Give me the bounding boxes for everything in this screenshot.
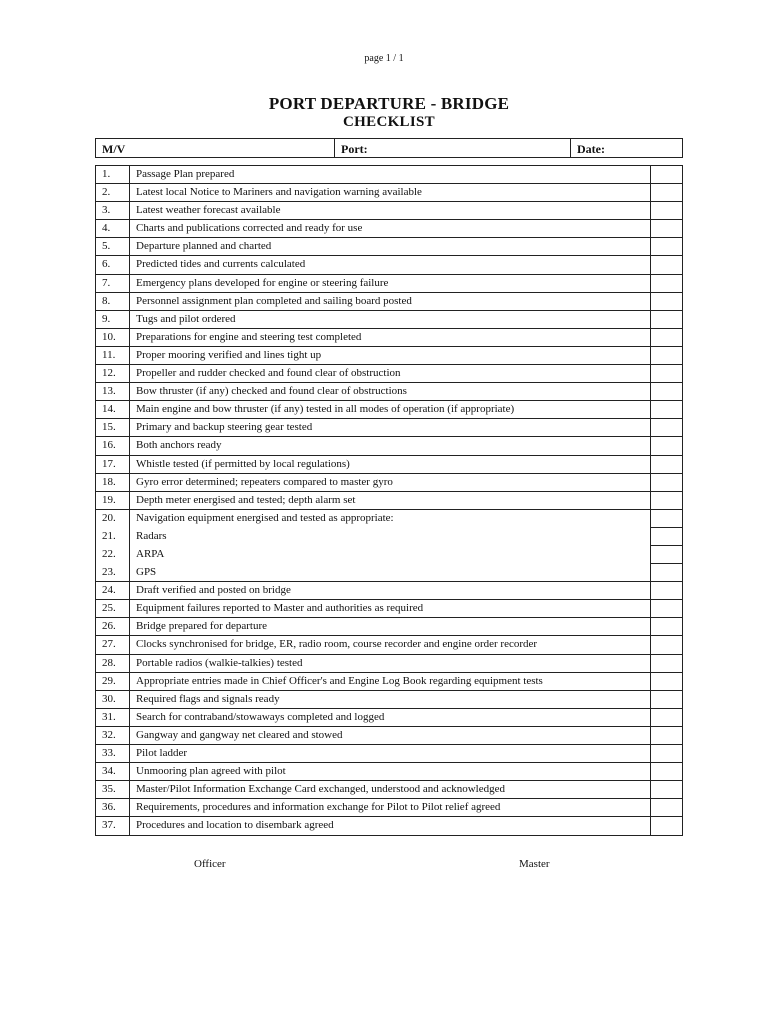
checklist-row	[96, 781, 682, 799]
item-text: Predicted tides and currents calculated	[130, 256, 651, 273]
item-checkbox[interactable]	[651, 636, 682, 653]
item-checkbox[interactable]	[651, 528, 682, 546]
officer-signature-label: Officer	[194, 858, 226, 870]
item-text: Equipment failures reported to Master and authorities as required	[130, 600, 651, 617]
checklist-row	[96, 347, 682, 365]
item-checkbox[interactable]	[651, 383, 682, 400]
item-text: Propeller and rudder checked and found clear of obstruction	[130, 365, 651, 382]
item-number: 7.	[96, 275, 130, 292]
master-signature-label: Master	[519, 858, 550, 870]
checklist-row	[96, 383, 682, 401]
port-field[interactable]: Port:	[334, 139, 570, 157]
item-number: 15.	[96, 419, 130, 436]
item-text: Portable radios (walkie-talkies) tested	[130, 655, 651, 672]
item-text: Required flags and signals ready	[130, 691, 651, 708]
item-number: 32.	[96, 727, 130, 744]
date-field[interactable]: Date:	[570, 139, 682, 157]
item-checkbox[interactable]	[651, 510, 682, 528]
item-checkbox[interactable]	[651, 202, 682, 219]
item-checkbox[interactable]	[651, 419, 682, 436]
item-number: 1.	[96, 166, 130, 183]
checklist-row	[96, 709, 682, 727]
mv-field[interactable]: M/V	[102, 142, 126, 156]
item-checkbox[interactable]	[651, 673, 682, 690]
item-number: 5.	[96, 238, 130, 255]
item-checkbox[interactable]	[651, 727, 682, 744]
item-number: 35.	[96, 781, 130, 798]
item-checkbox[interactable]	[651, 311, 682, 328]
item-checkbox[interactable]	[651, 365, 682, 382]
item-number: 20.	[96, 510, 130, 528]
item-number: 37.	[96, 817, 130, 835]
item-number: 13.	[96, 383, 130, 400]
item-number: 31.	[96, 709, 130, 726]
item-checkbox[interactable]	[651, 437, 682, 454]
item-text: Appropriate entries made in Chief Officer's and Engine Log Book regarding equipment tests	[130, 673, 651, 690]
item-checkbox[interactable]	[651, 564, 682, 581]
item-text: Passage Plan prepared	[130, 166, 651, 183]
checklist-row	[96, 655, 682, 673]
item-checkbox[interactable]	[651, 293, 682, 310]
item-checkbox[interactable]	[651, 456, 682, 473]
item-checkbox[interactable]	[651, 546, 682, 564]
item-checkbox[interactable]	[651, 492, 682, 509]
checklist-row	[96, 510, 682, 528]
checklist-row	[96, 492, 682, 510]
item-text: Clocks synchronised for bridge, ER, radio room, course recorder and engine order recorder	[130, 636, 651, 653]
item-checkbox[interactable]	[651, 582, 682, 599]
item-number: 22.	[96, 546, 130, 564]
item-number: 28.	[96, 655, 130, 672]
item-number: 17.	[96, 456, 130, 473]
checklist-row	[96, 673, 682, 691]
item-text: Requirements, procedures and information exchange for Pilot to Pilot relief agreed	[130, 799, 651, 816]
checklist-row	[96, 636, 682, 654]
item-text: Tugs and pilot ordered	[130, 311, 651, 328]
item-number: 29.	[96, 673, 130, 690]
item-number: 14.	[96, 401, 130, 418]
item-number: 11.	[96, 347, 130, 364]
item-text: Draft verified and posted on bridge	[130, 582, 651, 599]
checklist-table	[95, 165, 683, 836]
vessel-header-table	[95, 138, 683, 158]
item-number: 24.	[96, 582, 130, 599]
item-number: 33.	[96, 745, 130, 762]
item-checkbox[interactable]	[651, 256, 682, 273]
item-checkbox[interactable]	[651, 347, 682, 364]
checklist-row	[96, 275, 682, 293]
item-number: 27.	[96, 636, 130, 653]
item-checkbox[interactable]	[651, 655, 682, 672]
item-checkbox[interactable]	[651, 329, 682, 346]
checklist-row	[96, 256, 682, 274]
item-text: Master/Pilot Information Exchange Card exchanged, understood and acknowledged	[130, 781, 651, 798]
item-text: Primary and backup steering gear tested	[130, 419, 651, 436]
checklist-row	[96, 401, 682, 419]
item-text: Search for contraband/stowaways completed and logged	[130, 709, 651, 726]
item-text: Personnel assignment plan completed and sailing board posted	[130, 293, 651, 310]
item-number: 19.	[96, 492, 130, 509]
checklist-row	[96, 238, 682, 256]
checklist-row	[96, 727, 682, 745]
item-number: 6.	[96, 256, 130, 273]
item-text: Procedures and location to disembark agreed	[130, 817, 651, 835]
item-number: 4.	[96, 220, 130, 237]
checklist-row	[96, 220, 682, 238]
item-text: Latest local Notice to Mariners and navigation warning available	[130, 184, 651, 201]
checklist-row	[96, 365, 682, 383]
item-text: Bow thruster (if any) checked and found clear of obstructions	[130, 383, 651, 400]
item-text: ARPA	[130, 546, 651, 564]
item-number: 36.	[96, 799, 130, 816]
item-text: Latest weather forecast available	[130, 202, 651, 219]
item-checkbox[interactable]	[651, 691, 682, 708]
checklist-row	[96, 329, 682, 347]
checklist-row	[96, 546, 682, 564]
item-text: GPS	[130, 564, 651, 581]
item-checkbox[interactable]	[651, 275, 682, 292]
item-text: Charts and publications corrected and ready for use	[130, 220, 651, 237]
checklist-row	[96, 528, 682, 546]
item-number: 2.	[96, 184, 130, 201]
item-checkbox[interactable]	[651, 401, 682, 418]
item-number: 10.	[96, 329, 130, 346]
item-checkbox[interactable]	[651, 799, 682, 816]
item-text: Whistle tested (if permitted by local regulations)	[130, 456, 651, 473]
item-checkbox[interactable]	[651, 817, 682, 835]
item-number: 34.	[96, 763, 130, 780]
item-number: 16.	[96, 437, 130, 454]
item-text: Gangway and gangway net cleared and stowed	[130, 727, 651, 744]
checklist-row	[96, 166, 682, 184]
checklist-row	[96, 202, 682, 220]
item-text: Depth meter energised and tested; depth alarm set	[130, 492, 651, 509]
item-text: Radars	[130, 528, 651, 546]
item-number: 18.	[96, 474, 130, 491]
checklist-row	[96, 184, 682, 202]
item-text: Both anchors ready	[130, 437, 651, 454]
checklist-row	[96, 419, 682, 437]
item-text: Preparations for engine and steering test completed	[130, 329, 651, 346]
item-checkbox[interactable]	[651, 709, 682, 726]
item-text: Pilot ladder	[130, 745, 651, 762]
checklist-row	[96, 618, 682, 636]
document-title: PORT DEPARTURE - BRIDGE	[268, 94, 510, 113]
document-subtitle: CHECKLIST	[343, 114, 435, 130]
item-number: 23.	[96, 564, 130, 581]
item-checkbox[interactable]	[651, 763, 682, 780]
item-number: 21.	[96, 528, 130, 546]
checklist-row	[96, 437, 682, 455]
item-checkbox[interactable]	[651, 618, 682, 635]
item-checkbox[interactable]	[651, 184, 682, 201]
item-checkbox[interactable]	[651, 238, 682, 255]
item-number: 25.	[96, 600, 130, 617]
item-checkbox[interactable]	[651, 474, 682, 491]
checklist-row	[96, 745, 682, 763]
item-number: 30.	[96, 691, 130, 708]
checklist-row	[96, 817, 682, 835]
item-text: Unmooring plan agreed with pilot	[130, 763, 651, 780]
checklist-row	[96, 691, 682, 709]
item-checkbox[interactable]	[651, 600, 682, 617]
checklist-row	[96, 456, 682, 474]
item-number: 9.	[96, 311, 130, 328]
item-text: Emergency plans developed for engine or steering failure	[130, 275, 651, 292]
checklist-row	[96, 763, 682, 781]
checklist-row	[96, 799, 682, 817]
checklist-row	[96, 474, 682, 492]
checklist-row	[96, 564, 682, 582]
item-text: Navigation equipment energised and tested as appropriate:	[130, 510, 651, 528]
checklist-row	[96, 582, 682, 600]
item-text: Main engine and bow thruster (if any) tested in all modes of operation (if appropriate)	[130, 401, 651, 418]
item-number: 12.	[96, 365, 130, 382]
item-text: Departure planned and charted	[130, 238, 651, 255]
signature-line	[0, 858, 768, 872]
item-number: 8.	[96, 293, 130, 310]
item-text: Bridge prepared for departure	[130, 618, 651, 635]
checklist-row	[96, 311, 682, 329]
page-number: page 1 / 1	[364, 53, 404, 64]
item-text: Gyro error determined; repeaters compared to master gyro	[130, 474, 651, 491]
item-text: Proper mooring verified and lines tight up	[130, 347, 651, 364]
checklist-row	[96, 293, 682, 311]
item-checkbox[interactable]	[651, 781, 682, 798]
item-number: 26.	[96, 618, 130, 635]
item-checkbox[interactable]	[651, 745, 682, 762]
checklist-row	[96, 600, 682, 618]
item-number: 3.	[96, 202, 130, 219]
item-checkbox[interactable]	[651, 220, 682, 237]
item-checkbox[interactable]	[651, 166, 682, 183]
